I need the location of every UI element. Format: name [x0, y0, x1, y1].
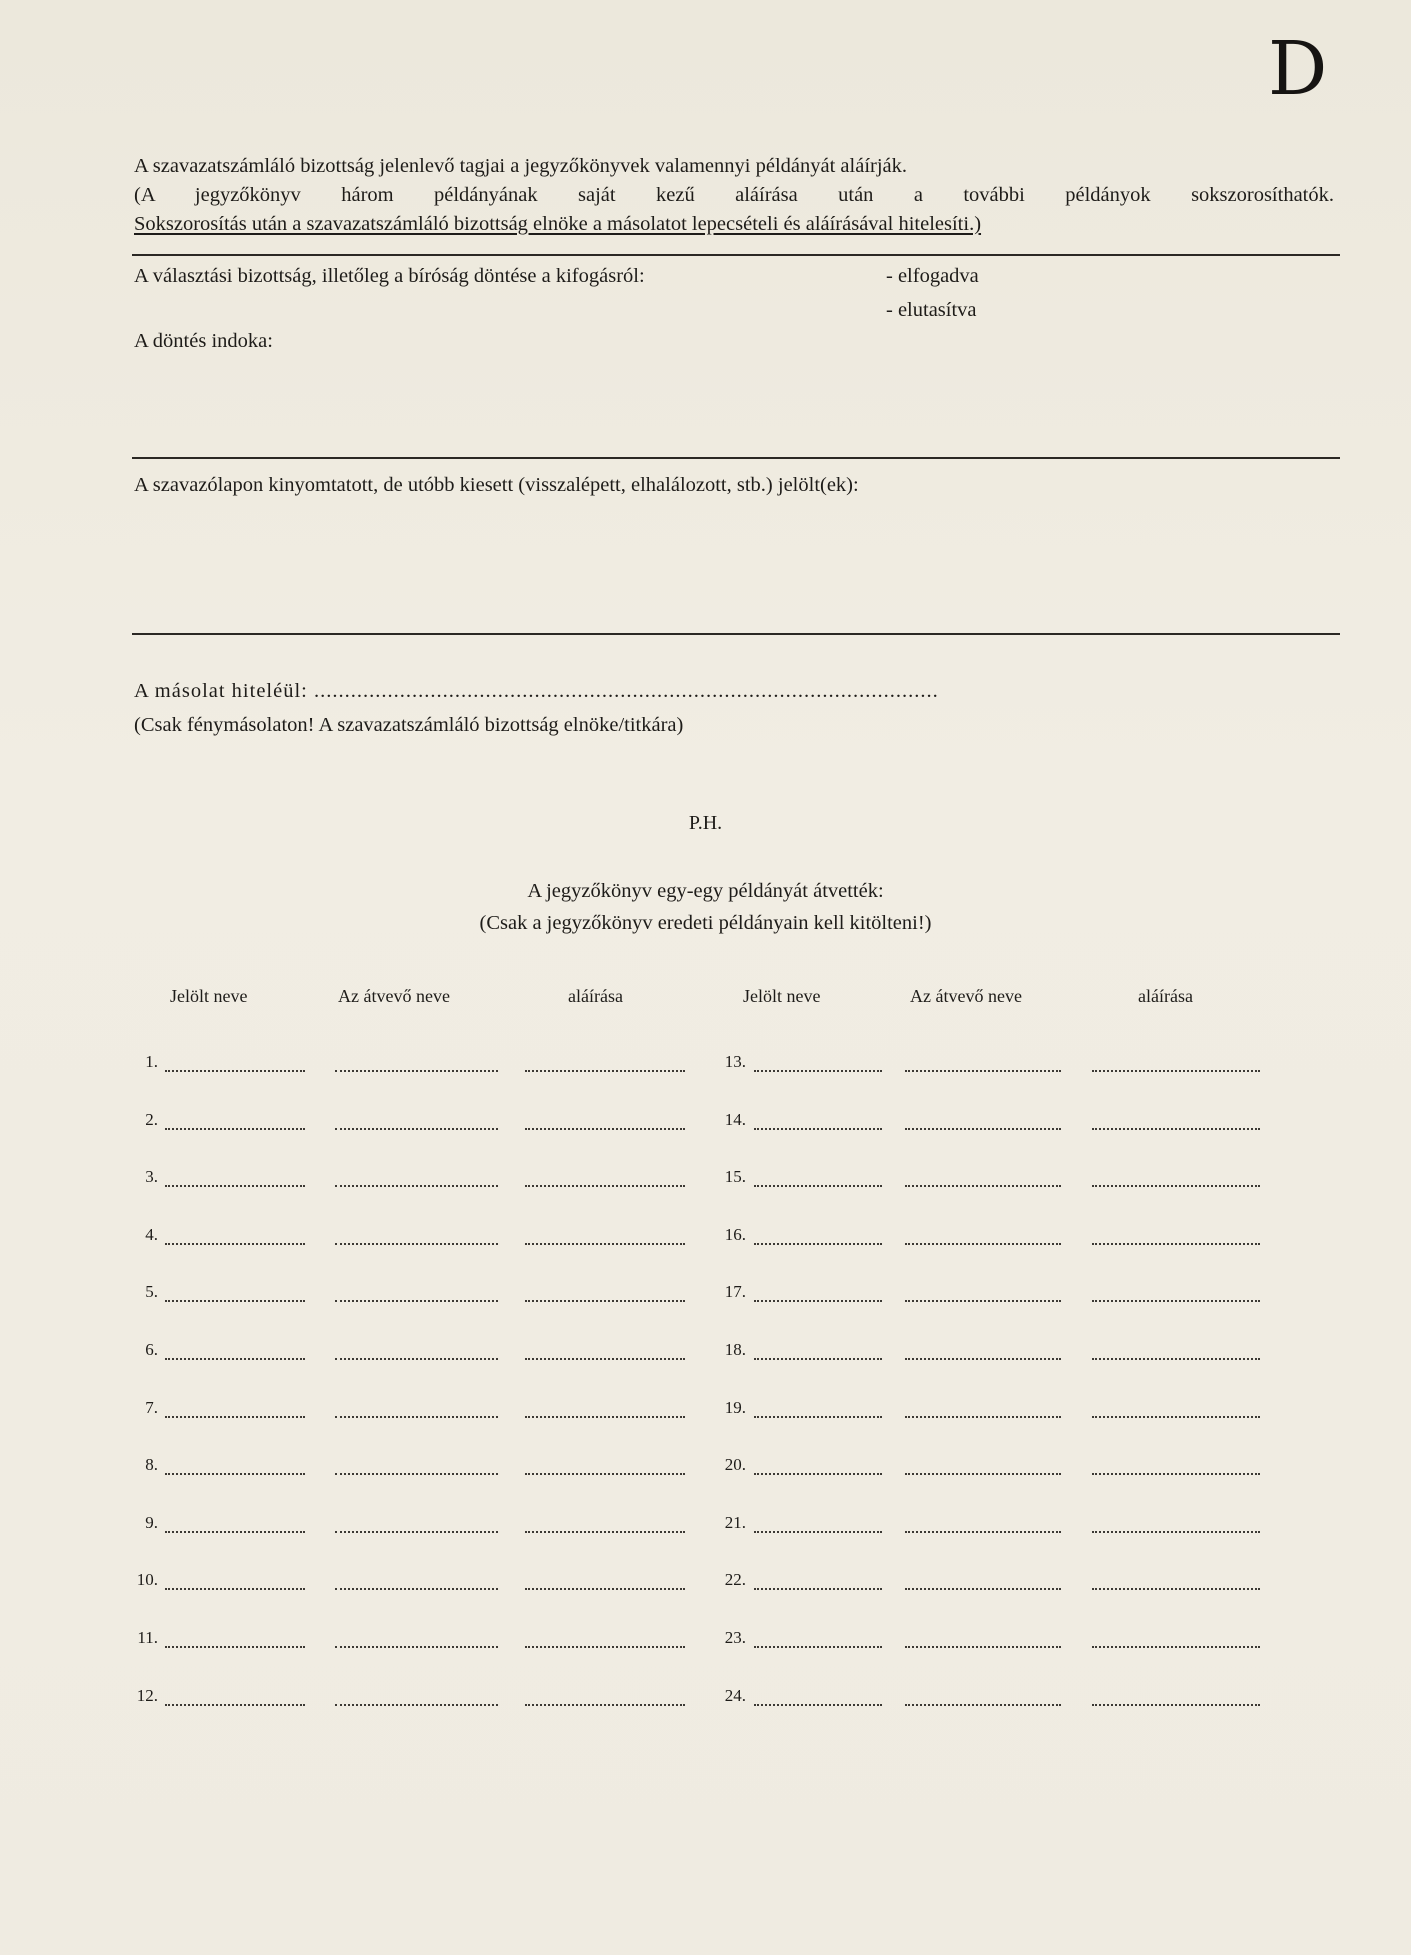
candidate-name-field[interactable]	[754, 1070, 882, 1072]
signature-field[interactable]	[525, 1416, 685, 1418]
copy-certification-note: (Csak fénymásolaton! A szavazatszámláló bizottság elnöke/titkára)	[134, 714, 684, 736]
receiver-name-field[interactable]	[335, 1588, 498, 1590]
candidate-name-field[interactable]	[165, 1300, 305, 1302]
row-number-left: 12.	[136, 1685, 158, 1705]
candidate-name-field[interactable]	[165, 1531, 305, 1533]
candidate-name-field[interactable]	[754, 1300, 882, 1302]
row-number-left: 10.	[136, 1570, 158, 1590]
signature-field[interactable]	[1092, 1128, 1260, 1130]
receiver-name-field[interactable]	[905, 1704, 1061, 1706]
divider	[132, 254, 1340, 256]
row-number-left: 4.	[145, 1224, 158, 1244]
receiver-name-field[interactable]	[905, 1070, 1061, 1072]
signature-field[interactable]	[525, 1128, 685, 1130]
candidate-name-field[interactable]	[165, 1646, 305, 1648]
row-number-right: 15.	[724, 1167, 746, 1187]
decision-reason-label: A döntés indoka:	[134, 330, 273, 352]
receiver-name-field[interactable]	[905, 1300, 1061, 1302]
receiver-name-field[interactable]	[335, 1416, 498, 1418]
receiver-name-field[interactable]	[905, 1128, 1061, 1130]
divider	[132, 633, 1340, 635]
signature-field[interactable]	[1092, 1588, 1260, 1590]
signature-field[interactable]	[1092, 1300, 1260, 1302]
row-number-right: 23.	[724, 1628, 746, 1647]
signature-field[interactable]	[1092, 1531, 1260, 1533]
signature-field[interactable]	[525, 1646, 685, 1648]
row-number-right: 14.	[724, 1109, 746, 1129]
receiver-name-field[interactable]	[905, 1531, 1061, 1533]
signature-field[interactable]	[1092, 1358, 1260, 1360]
signing-text-1: A szavazatszámláló bizottság jelenlevő tagjai a jegyzőkönyvek valamennyi példányát aláírják.	[134, 155, 908, 177]
receiver-name-field[interactable]	[905, 1358, 1061, 1360]
signature-field[interactable]	[525, 1300, 685, 1302]
receiver-name-field[interactable]	[905, 1185, 1061, 1187]
row-number-left: 3.	[145, 1167, 158, 1187]
signing-text-2: (A jegyzőkönyv három példányának saját kezű aláírása után a további példányok sokszorosíthatók.	[134, 184, 1334, 206]
receiver-name-field[interactable]	[335, 1128, 498, 1130]
row-number-left: 11.	[137, 1628, 158, 1647]
signature-field[interactable]	[525, 1704, 685, 1706]
signature-field[interactable]	[1092, 1704, 1260, 1706]
row-number-right: 18.	[724, 1340, 746, 1359]
row-number-left: 6.	[145, 1340, 158, 1359]
candidate-name-field[interactable]	[754, 1646, 882, 1648]
receiver-name-field[interactable]	[335, 1646, 498, 1648]
form-letter: D	[1268, 26, 1328, 112]
header-candidate-right: Jelölt neve	[743, 986, 821, 1006]
copy-certification-label: A másolat hiteléül: ......................................................................................................	[134, 680, 939, 702]
candidate-name-field[interactable]	[165, 1185, 305, 1187]
signature-field[interactable]	[525, 1185, 685, 1187]
candidate-name-field[interactable]	[165, 1070, 305, 1072]
row-number-left: 8.	[145, 1455, 158, 1475]
candidate-name-field[interactable]	[165, 1128, 305, 1130]
header-signature-right: aláírása	[1138, 986, 1193, 1006]
receiver-name-field[interactable]	[905, 1243, 1061, 1245]
candidate-name-field[interactable]	[754, 1588, 882, 1590]
candidate-name-field[interactable]	[754, 1473, 882, 1475]
row-number-left: 2.	[145, 1109, 158, 1129]
receipt-title: A jegyzőkönyv egy-egy példányát átvették:	[527, 880, 884, 902]
row-number-right: 24.	[724, 1685, 746, 1705]
receiver-name-field[interactable]	[335, 1704, 498, 1706]
row-number-right: 21.	[724, 1512, 746, 1532]
signature-field[interactable]	[525, 1070, 685, 1072]
row-number-left: 5.	[145, 1282, 158, 1302]
candidate-name-field[interactable]	[754, 1531, 882, 1533]
receiver-name-field[interactable]	[905, 1646, 1061, 1648]
row-number-right: 20.	[724, 1455, 746, 1475]
candidate-name-field[interactable]	[165, 1358, 305, 1360]
signature-field[interactable]	[525, 1531, 685, 1533]
signature-field[interactable]	[1092, 1646, 1260, 1648]
receiver-name-field[interactable]	[905, 1588, 1061, 1590]
signature-field[interactable]	[525, 1358, 685, 1360]
signature-field[interactable]	[1092, 1185, 1260, 1187]
signature-field[interactable]	[1092, 1243, 1260, 1245]
candidate-name-field[interactable]	[754, 1128, 882, 1130]
row-number-right: 16.	[724, 1224, 746, 1244]
receiver-name-field[interactable]	[905, 1416, 1061, 1418]
receiver-name-field[interactable]	[335, 1070, 498, 1072]
receiver-name-field[interactable]	[335, 1300, 498, 1302]
decision-option-rejected[interactable]: - elutasítva	[886, 299, 977, 321]
receiver-name-field[interactable]	[335, 1358, 498, 1360]
signature-field[interactable]	[525, 1243, 685, 1245]
candidate-name-field[interactable]	[754, 1243, 882, 1245]
signing-text-3: Sokszorosítás után a szavazatszámláló bizottság elnöke a másolatot lepecsételi és aláírásával hitelesíti.)	[134, 213, 982, 235]
candidate-name-field[interactable]	[754, 1358, 882, 1360]
candidate-name-field[interactable]	[754, 1185, 882, 1187]
receiver-name-field[interactable]	[335, 1243, 498, 1245]
decision-option-accepted[interactable]: - elfogadva	[886, 265, 979, 287]
receiver-name-field[interactable]	[335, 1473, 498, 1475]
signature-field[interactable]	[1092, 1416, 1260, 1418]
header-signature-left: aláírása	[568, 986, 623, 1006]
signature-field[interactable]	[525, 1588, 685, 1590]
receiver-name-field[interactable]	[335, 1531, 498, 1533]
row-number-right: 17.	[724, 1282, 746, 1302]
row-number-right: 13.	[724, 1052, 746, 1071]
candidate-name-field[interactable]	[754, 1416, 882, 1418]
divider	[132, 457, 1340, 459]
row-number-right: 22.	[724, 1570, 746, 1590]
stamp-placeholder: P.H.	[688, 812, 723, 834]
candidate-name-field[interactable]	[165, 1243, 305, 1245]
candidate-name-field[interactable]	[165, 1704, 305, 1706]
header-receiver-right: Az átvevő neve	[910, 986, 1022, 1006]
candidate-name-field[interactable]	[165, 1416, 305, 1418]
header-candidate-left: Jelölt neve	[170, 986, 248, 1006]
signature-field[interactable]	[525, 1473, 685, 1475]
candidate-name-field[interactable]	[165, 1473, 305, 1475]
dropped-candidates-label: A szavazólapon kinyomtatott, de utóbb kiesett (visszalépett, elhalálozott, stb.) jelölt(ek):	[134, 474, 859, 496]
receiver-name-field[interactable]	[905, 1473, 1061, 1475]
receipt-subtitle: (Csak a jegyzőkönyv eredeti példányain kell kitölteni!)	[479, 912, 932, 934]
row-number-left: 9.	[145, 1512, 158, 1532]
signature-field[interactable]	[1092, 1070, 1260, 1072]
candidate-name-field[interactable]	[754, 1704, 882, 1706]
signature-field[interactable]	[1092, 1473, 1260, 1475]
row-number-right: 19.	[724, 1397, 746, 1417]
candidate-name-field[interactable]	[165, 1588, 305, 1590]
receiver-name-field[interactable]	[335, 1185, 498, 1187]
decision-label: A választási bizottság, illetőleg a bíróság döntése a kifogásról:	[134, 265, 645, 287]
header-receiver-left: Az átvevő neve	[338, 986, 450, 1006]
row-number-left: 7.	[145, 1397, 158, 1417]
row-number-left: 1.	[145, 1052, 158, 1071]
